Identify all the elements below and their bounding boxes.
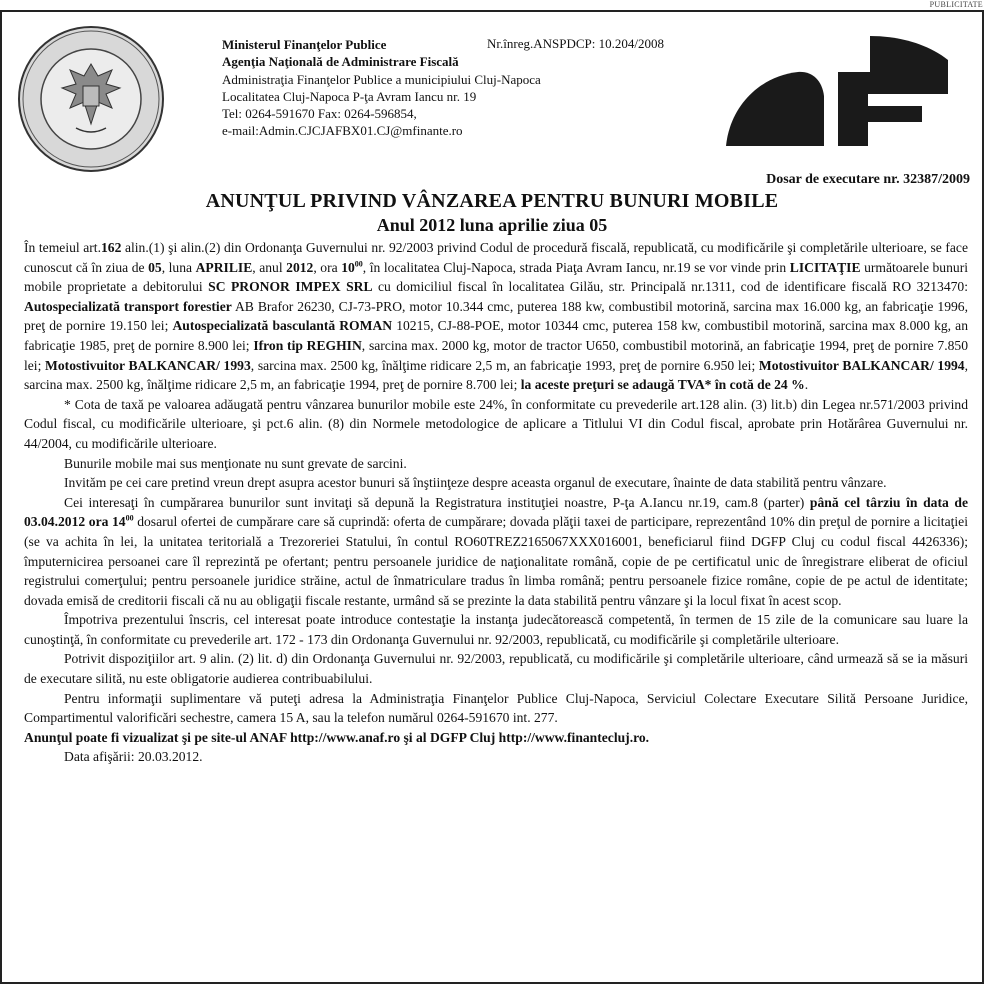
administration-name: Administraţia Finanţelor Publice a municipiului Cluj-Napoca xyxy=(222,71,541,87)
paragraph-contestation: Împotriva prezentului înscris, cel interesat poate introduce contestaţie la instanţa judecătorească competentă, în termen de 15 zile de la comunicare sau luare la cunoştinţă, în conformitate cu prevederile art. 172 - 173 din Ordonanţa Guvernului nr. 92/2003, republicată, cu modificările şi completările ulterioare. xyxy=(24,612,968,647)
case-number: Dosar de executare nr. 32387/2009 xyxy=(766,172,970,187)
announcement-frame xyxy=(0,10,984,984)
paragraph-website: Anunţul poate fi vizualizat şi pe site-ul ANAF http://www.anaf.ro şi al DGFP Cluj http://www.finantecluj.ro. xyxy=(24,729,650,745)
paragraph-hearing: Potrivit dispoziţiilor art. 9 alin. (2) lit. d) din Ordonanţa Guvernului nr. 92/2003, republicată, cu modificările şi completările ulterioare, când urmează să se ia măsuri de executare silită, nu este obligatorie audierea contribuabilului. xyxy=(24,651,968,687)
paragraph-no-encumbrance: Bunurile mobile mai sus menţionate nu sunt grevate de sarcini. xyxy=(64,455,407,471)
agency-name: Agenţia Naţională de Administrare Fiscală xyxy=(222,54,459,70)
ministry-name: Ministerul Finanţelor Publice xyxy=(222,37,387,52)
announcement-body xyxy=(24,238,968,767)
address: Localitatea Cluj-Napoca P-ţa Avram Iancu nr. 19 xyxy=(222,88,477,104)
paragraph-bid-requirements: Cei interesaţi în cumpărarea bunurilor sunt invitaţi să depună la Registratura instituţiei noastre, P-ţa A.Iancu nr.19, cam.8 (parter) până cel târziu în data de 03.04.2012 ora $14^{00}$ dosarul ofertei de cumpărare care să cuprindă: oferta de cumpărare; dovada plăţii taxei de participare, reprezentând 10% din preţul de pornire a licitaţiei (se va achita în lei, la unitatea teritorială a Trezoreriei Statului, în contul RO60TREZ2165067XXX016001, beneficiarul fiind DGFP Cluj cu codul fiscal 4426336); împuternicirea persoanei care îl reprezintă pe ofertant; pentru persoanele juridice de naţionalitate română, copie de pe certificatul unic de înregistrare eliberat de oficiul registrului comerţului; pentru persoanele juridice străine, actul de înmatriculare tradus în limba română; pentru persoanele fizice române, copie de pe actul de identitate; dovada emisă de creditorii fiscali că nu au obligaţii fiscale restante, urmând să se prezinte la data stabilită pentru vânzare şi la locul fixat în acest scop. xyxy=(24,494,969,608)
ministry-seal-icon xyxy=(16,24,166,174)
paragraph-vat: * Cota de taxă pe valoarea adăugată pentru vânzarea bunurilor mobile este 24%, în conformitate cu prevederile art.128 alin. (3) lit.b) din Legea nr.571/2003 privind Codul fiscal, cu modificările ulterioare, şi pct.6 alin. (8) din Normele metodologice de aplicare a Titlului VI din Codul fiscal, aprobate prin Hotărârea Guvernului nr. 44/2004, cu modificările ulterioare. xyxy=(24,396,968,451)
registration-number: Nr.înreg.ANSPDCP: 10.204/2008 xyxy=(487,36,664,51)
anaf-logo-icon xyxy=(720,36,966,148)
paragraph-rights-claim: Invităm pe cei care pretind vreun drept asupra acestor bunuri să înştiinţeze despre aceasta organul de executare, înainte de data stabilită pentru vânzare. xyxy=(64,475,887,491)
posting-date: Data afişării: 20.03.2012. xyxy=(64,749,203,765)
phone-fax: Tel: 0264-591670 Fax: 0264-596854, xyxy=(222,106,417,122)
paragraph-sale-details: În temeiul art.162 alin.(1) şi alin.(2) din Ordonanţa Guvernului nr. 92/2003 privind Codul de procedură fiscală, republicată, cu modificările şi completările ulterioare, se face cunoscut că în ziua de 05, luna APRILIE, anul 2012, ora $10^{00}$, în localitatea Cluj-Napoca, strada Piaţa Avram Iancu, nr.19 se vor vinde prin LICITAŢIE următoarele bunuri mobile proprietate a debitorului SC PRONOR IMPEX SRL cu domiciliul fiscal în localitatea Gilău, str. Principală nr.1311, cod de identificare fiscală RO 3213470: Autospecializată transport forestier AB Brafor 26230, CJ-73-PRO, motor 10.344 cmc, puterea 188 kw, combustibil motorină, sarcina max 16.000 kg, an fabricaţie 1996, preţ de pornire 19.150 lei; Autospecializată basculantă ROMAN 10215, CJ-88-POE, motor 10344 cmc, puterea 158 kw, combustibil motorină, sarcina max 8.000 kg, an fabricaţie 1985, preţ de pornire 8.900 lei; Ifron tip REGHIN, sarcina max. 2000 kg, motor de tractor U650, combustibil motorină, an fabricaţie 1994, preţ de pornire 7.850 lei; Motostivuitor BALKANCAR/ 1993, sarcina max. 2500 kg, înălţime ridicare 2,5 m, an fabricaţie 1993, preţ de pornire 6.950 lei; Motostivuitor BALKANCAR/ 1994, sarcina max. 2500 kg, înălţime ridicare 2,5 m, an fabricaţie 1994, preţ de pornire 8.700 lei; la aceste preţuri se adaugă TVA* în cotă de 24 %. xyxy=(24,240,969,393)
paragraph-contact: Pentru informaţii suplimentare vă puteţi adresa la Administraţia Finanţelor Publice Cluj-Napoca, Serviciul Colectare Executare Silită Persoane Juridice, Compartimentul valorificări sechestre, camera 15 A, sau la telefon numărul 0264-591670 int. 277. xyxy=(24,690,968,726)
announcement-title: ANUNŢUL PRIVIND VÂNZAREA PENTRU BUNURI MOBILE xyxy=(205,190,779,212)
header xyxy=(2,12,982,177)
announcement-date: Anul 2012 luna aprilie ziua 05 xyxy=(376,215,608,235)
email: e-mail:Admin.CJCJAFBX01.CJ@mfinante.ro xyxy=(222,123,463,139)
section-label: PUBLICITATE xyxy=(929,0,983,9)
